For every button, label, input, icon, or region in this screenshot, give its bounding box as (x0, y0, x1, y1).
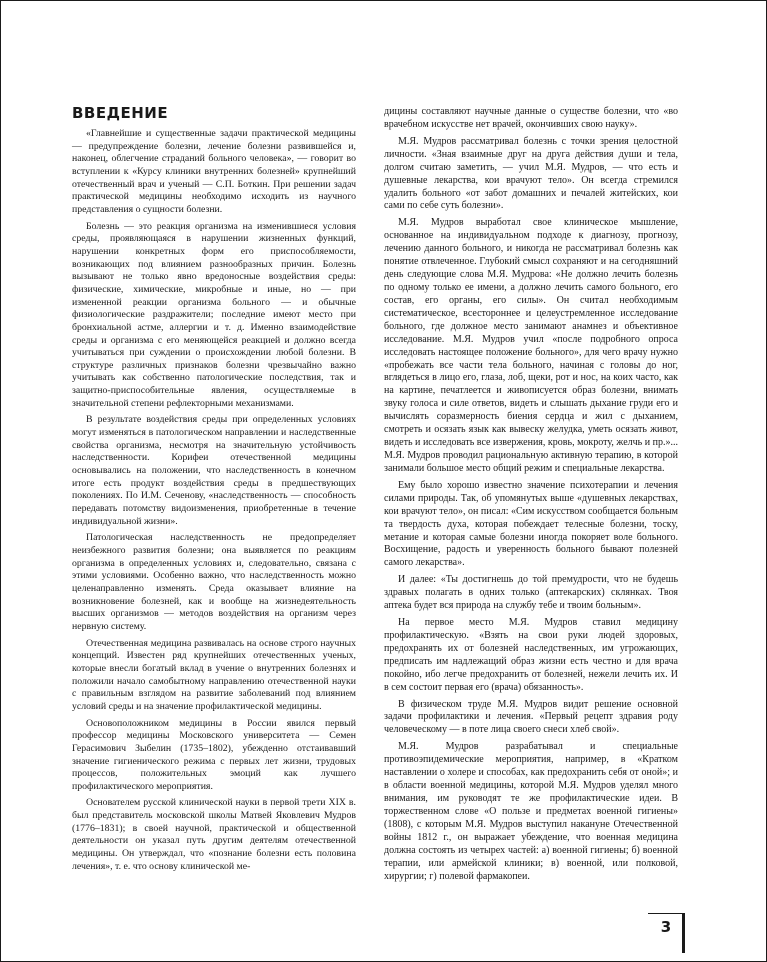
page-number-rule (648, 913, 682, 914)
paragraph: М.Я. Мудров рассматривал болезнь с точки зрения целостной личности. «Зная взаимные друг на друга действия души и тела, долгом считаю заметить, — учил М.Я. Мудров, — что есть и душевные лекарства, кои врачуют тело». Он всегда стремился удалить больного «от забот домашних и печалей житейских, кои сами по себе суть болезни». (384, 135, 678, 212)
paragraph: М.Я. Мудров выработал свое клиническое мышление, основанное на индивидуальном подходе к диагнозу, прогнозу, лечению данного больного, и никогда не рассматривал болезнь как понятие отвлеченное. Глубокий смысл сохраняют и на сегодняшний день следующие слова М.Я. Мудрова: «Не должно лечить болезнь по одному только ее имени, а должно лечить самого больного, его состав, его органы, его силы». Он считал необходимым систематическое, всестороннее и целеустремленное исследование больного, где должное место занимают анамнез и объективное исследование. М.Я. Мудров учил «после подробного опроса исследовать настоящее положение больного», для чего врачу нужно «пробежать все части тела больного, начиная с головы до ног, вглядеться в лицо его, глаза, лоб, щеки, рот и нос, на коих часто, как на картине, печатлеется и живописуется образ болезни, внимать звуку голоса и силе ответов, видеть и слышать дыхание груди его и вычислять соразмерность биения сердца и жил с дыханием, смотреть и осязать язык как вывеску желудка, уметь осязать живот, видеть и исследовать все извержения, кровь, мокроту, желчь и пр.»... М.Я. Мудров проводил рациональную активную терапию, в которой занимали большое место общий режим и специальные лекарства. (384, 217, 678, 474)
section-heading: ВВЕДЕНИЕ (72, 104, 169, 122)
paragraph-continued: дицины составляют научные данные о существе болезни, что «во врачебном искусстве нет врачей, окончивших свою науку». (384, 106, 678, 130)
paragraph: На первое место М.Я. Мудров ставил медицину профилактическую. «Взять на свои руки людей здоровых, предохранять их от болезней наследственных, им угрожающих, предписать им надлежащий образ жизни есть честно и для врача покойно, ибо легче предохранить от болезней, нежели лечить их. И в сем состоит первая его (врача) обязанность». (384, 617, 678, 693)
paragraph: Отечественная медицина развивалась на основе строго научных концепций. Известен ряд крупнейших отечественных ученых, которые внесли богатый вклад в учение о внутренних болезнях и положили начало самобытному направлению отечественной науки с правильным взглядом на развитие заболеваний под влиянием условий среды и на значение профилактической медицины. (72, 637, 356, 712)
page-number: 3 (660, 918, 672, 936)
paragraph: И далее: «Ты достигнешь до той премудрости, что не будешь здравых полагать в одних только (аптекарских) склянках. Твоя аптека будет вся природа на службу тебе и твоим больным». (384, 574, 678, 612)
right-column (384, 106, 678, 887)
paragraph: Патологическая наследственность не предопределяет неизбежного развития болезни; она выявляется по реакциям организма в определенных условиях и, следовательно, связана с этими условиями. Особенно важно, что наследственность можно целенаправленно изменять. Среда оказывает влияние на возникновение болезней, как и вообще на жизнедеятельность высших организмов — методов воздействия на организм через нервную систему. (72, 532, 356, 632)
paragraph: М.Я. Мудров разрабатывал и специальные противоэпидемические мероприятия, например, в «Кратком наставлении о холере и способах, как предохранить себя от оной»; и в области военной медицины, которой М.Я. Мудров уделял много внимания, им руководят те же профилактические идеи. В торжественном слове «О пользе и предметах военной гигиены» (1808), с которым М.Я. Мудров выступил накануне Отечественной войны 1812 г., он выражает убеждение, что военная медицина должна состоять из четырех частей: а) военной гигиены; б) военной терапии, или армейской клиники; в) военной, или полковой, хирургии; г) полевой фармакопеи. (384, 741, 678, 882)
paragraph: Основателем русской клинической науки в первой трети XIX в. был представитель московской школы Матвей Яковлевич Мудров (1776–1831); в своей научной, практической и общественной деятельности он указал путь другим деятелям отечественной медицины. Он утверждал, что «познание болезни есть половина лечения», т. е. что основу клинической ме- (72, 797, 356, 872)
left-column (72, 104, 356, 877)
paragraph: В физическом труде М.Я. Мудров видит решение основной задачи профилактики и лечения. «Первый рецепт здравия роду человеческому — в поте лица своего снеси хлеб свой». (384, 698, 678, 736)
paragraph: В результате воздействия среды при определенных условиях могут изменяться в патологическом направлении и наследственные свойства организма, несмотря на значительную устойчивость наследственности. Корифеи отечественной медицины основывались на положении, что наследственность в конечном итоге есть продукт воздействия среды в предшествующих поколениях. По И.М. Сеченову, «наследственность — способность передавать потомству видоизменения, приобретенные в течение индивидуальной жизни». (72, 414, 356, 527)
page-number-bar (682, 913, 685, 953)
paragraph: Основоположником медицины в России явился первый профессор медицины Московского университета — Семен Герасимович Зыбелин (1735–1802), убежденно отстаивавший значение гигиенического режима с первых лет жизни, трудовых процессов, положительных эмоций как лучшего профилактического мероприятия. (72, 717, 356, 792)
paragraph: «Главнейшие и существенные задачи практической медицины — предупреждение болезни, лечение болезни развившейся и, наконец, облегчение страданий больного человека», — говорит во вступлении к «Курсу клиники внутренних болезней» крупнейший отечественный врач и ученый — С.П. Боткин. При решении задач практической медицины необходимо исходить из научного представления о сущности болезни. (72, 128, 356, 215)
paragraph: Ему было хорошо известно значение психотерапии и лечения силами природы. Так, об упомянутых выше «душевных лекарствах, кои врачуют тело», он писал: «Сим искусством сообщается больным та твердость духа, которая побеждает телесные болезни, тоску, метание и которая самые болезни иногда покоряет воле больного. Восхищение, радость и уверенность больного бывают полезней самого лекарства». (384, 479, 678, 569)
paragraph: Болезнь — это реакция организма на изменившиеся условия среды, проявляющаяся в нарушении жизненных функций, нарушении конкретных форм его приспособляемости, возникающих под влиянием разнообразных причин. Болезнь вызывают не только явно вредоносные воздействия среды: физические, химические, микробные и иные, но — при измененной реакции организма больного — и обычные физиологические раздражители; последние имеют место при бронхиальной астме, аллергии и т. д. Именно взаимодействие среды и организма с его меняющейся реакцией и должно всегда учитываться при суждении о происхождении любой болезни. В структуре различных признаков болезни чрезвычайно важно учитывать как собственно патологические последствия, так и защитно-приспособительные явления, осуществляемые в значительной степени рефлекторными механизмами. (72, 220, 356, 409)
